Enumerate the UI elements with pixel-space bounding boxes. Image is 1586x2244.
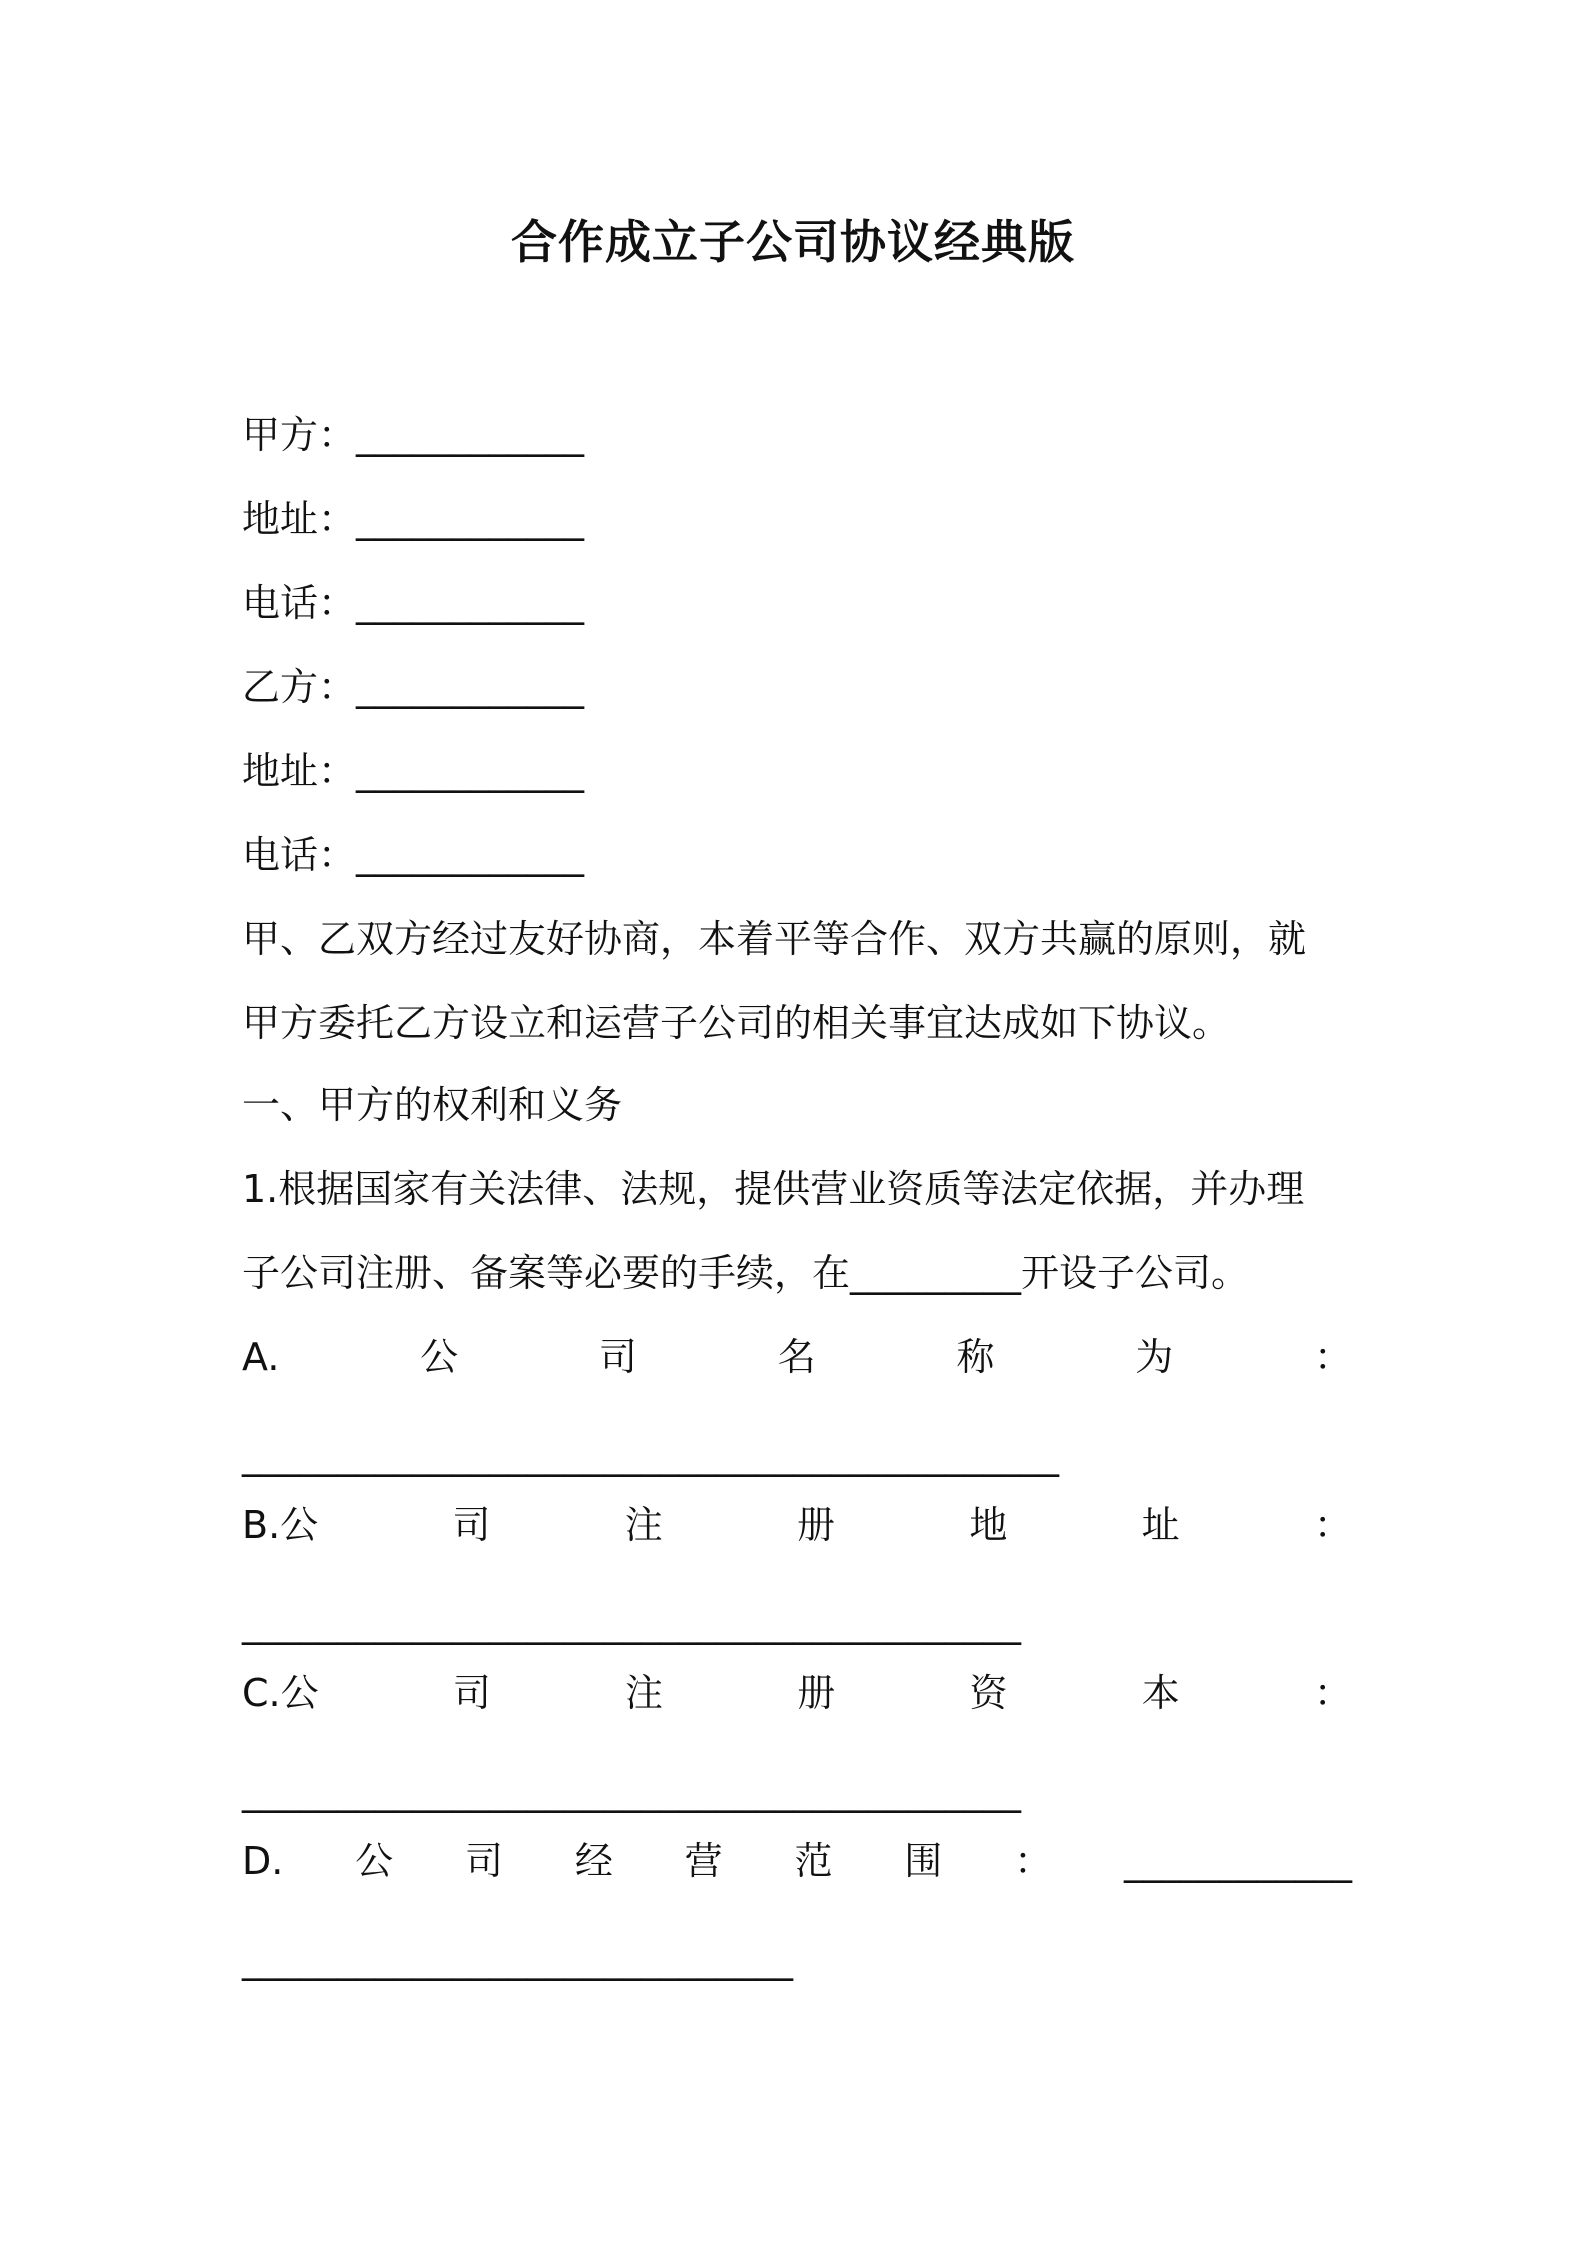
item-a-part: 为 [1135, 1335, 1174, 1379]
item-c-part: 注 [625, 1671, 664, 1715]
item-d-part: 营 [684, 1839, 723, 1883]
item-b-part: 地 [969, 1503, 1008, 1547]
item-d-part: 围 [904, 1839, 943, 1883]
party-b-address-line: 地址：____________ [242, 749, 585, 793]
intro-paragraph-line-1: 甲、乙双方经过友好协商，本着平等合作、双方共赢的原则，就 [242, 917, 1307, 961]
item-d-part: 司 [464, 1839, 503, 1883]
item-b-part: B.公 [242, 1503, 319, 1547]
section-1-heading: 一、甲方的权利和义务 [242, 1083, 623, 1127]
intro-paragraph-line-2: 甲方委托乙方设立和运营子公司的相关事宜达成如下协议。 [242, 1001, 1231, 1045]
item-d-part: 范 [794, 1839, 833, 1883]
item-c-part: 司 [452, 1671, 491, 1715]
item-c-registered-capital [242, 1668, 1352, 1718]
clause-1-line-2: 子公司注册、备案等必要的手续，在_________开设子公司。 [242, 1251, 1250, 1295]
item-d-blank-inline: ____________ [1123, 1839, 1352, 1883]
item-b-part: 注 [624, 1503, 663, 1547]
item-b-part: ： [1313, 1503, 1352, 1547]
party-a-line: 甲方：____________ [242, 413, 585, 457]
item-b-blank: _________________________________________ [242, 1601, 1021, 1645]
party-b-line: 乙方：____________ [242, 665, 585, 709]
item-c-part: 资 [969, 1671, 1008, 1715]
item-b-part: 司 [452, 1503, 491, 1547]
clause-1-line-1: 1.根据国家有关法律、法规，提供营业资质等法定依据，并办理 [242, 1167, 1305, 1211]
party-b-phone-line: 电话：____________ [242, 833, 585, 877]
item-c-part: C.公 [242, 1671, 319, 1715]
item-d-part: 经 [574, 1839, 613, 1883]
item-b-part: 址 [1141, 1503, 1180, 1547]
item-c-part: ： [1313, 1671, 1352, 1715]
item-a-part: A. [242, 1335, 280, 1379]
item-a-part: 名 [777, 1335, 816, 1379]
item-a-part: 司 [598, 1335, 637, 1379]
item-d-business-scope [242, 1836, 1352, 1886]
item-d-blank: _____________________________ [242, 1937, 793, 1981]
item-a-company-name [242, 1332, 1352, 1382]
party-a-phone-line: 电话：____________ [242, 581, 585, 625]
item-d-part: ： [1014, 1839, 1053, 1883]
item-a-blank: ___________________________________________ [242, 1433, 1059, 1477]
item-c-part: 册 [797, 1671, 836, 1715]
item-c-part: 本 [1141, 1671, 1180, 1715]
item-c-blank: _________________________________________ [242, 1769, 1021, 1813]
item-d-part: 公 [355, 1839, 394, 1883]
item-a-part: ： [1313, 1335, 1352, 1379]
item-a-part: 公 [420, 1335, 459, 1379]
item-b-part: 册 [797, 1503, 836, 1547]
party-a-address-line: 地址：____________ [242, 497, 585, 541]
item-a-part: 称 [956, 1335, 995, 1379]
document-title: 合作成立子公司协议经典版 [511, 215, 1075, 269]
item-d-part: D. [242, 1839, 284, 1883]
item-b-registered-address [242, 1500, 1352, 1550]
